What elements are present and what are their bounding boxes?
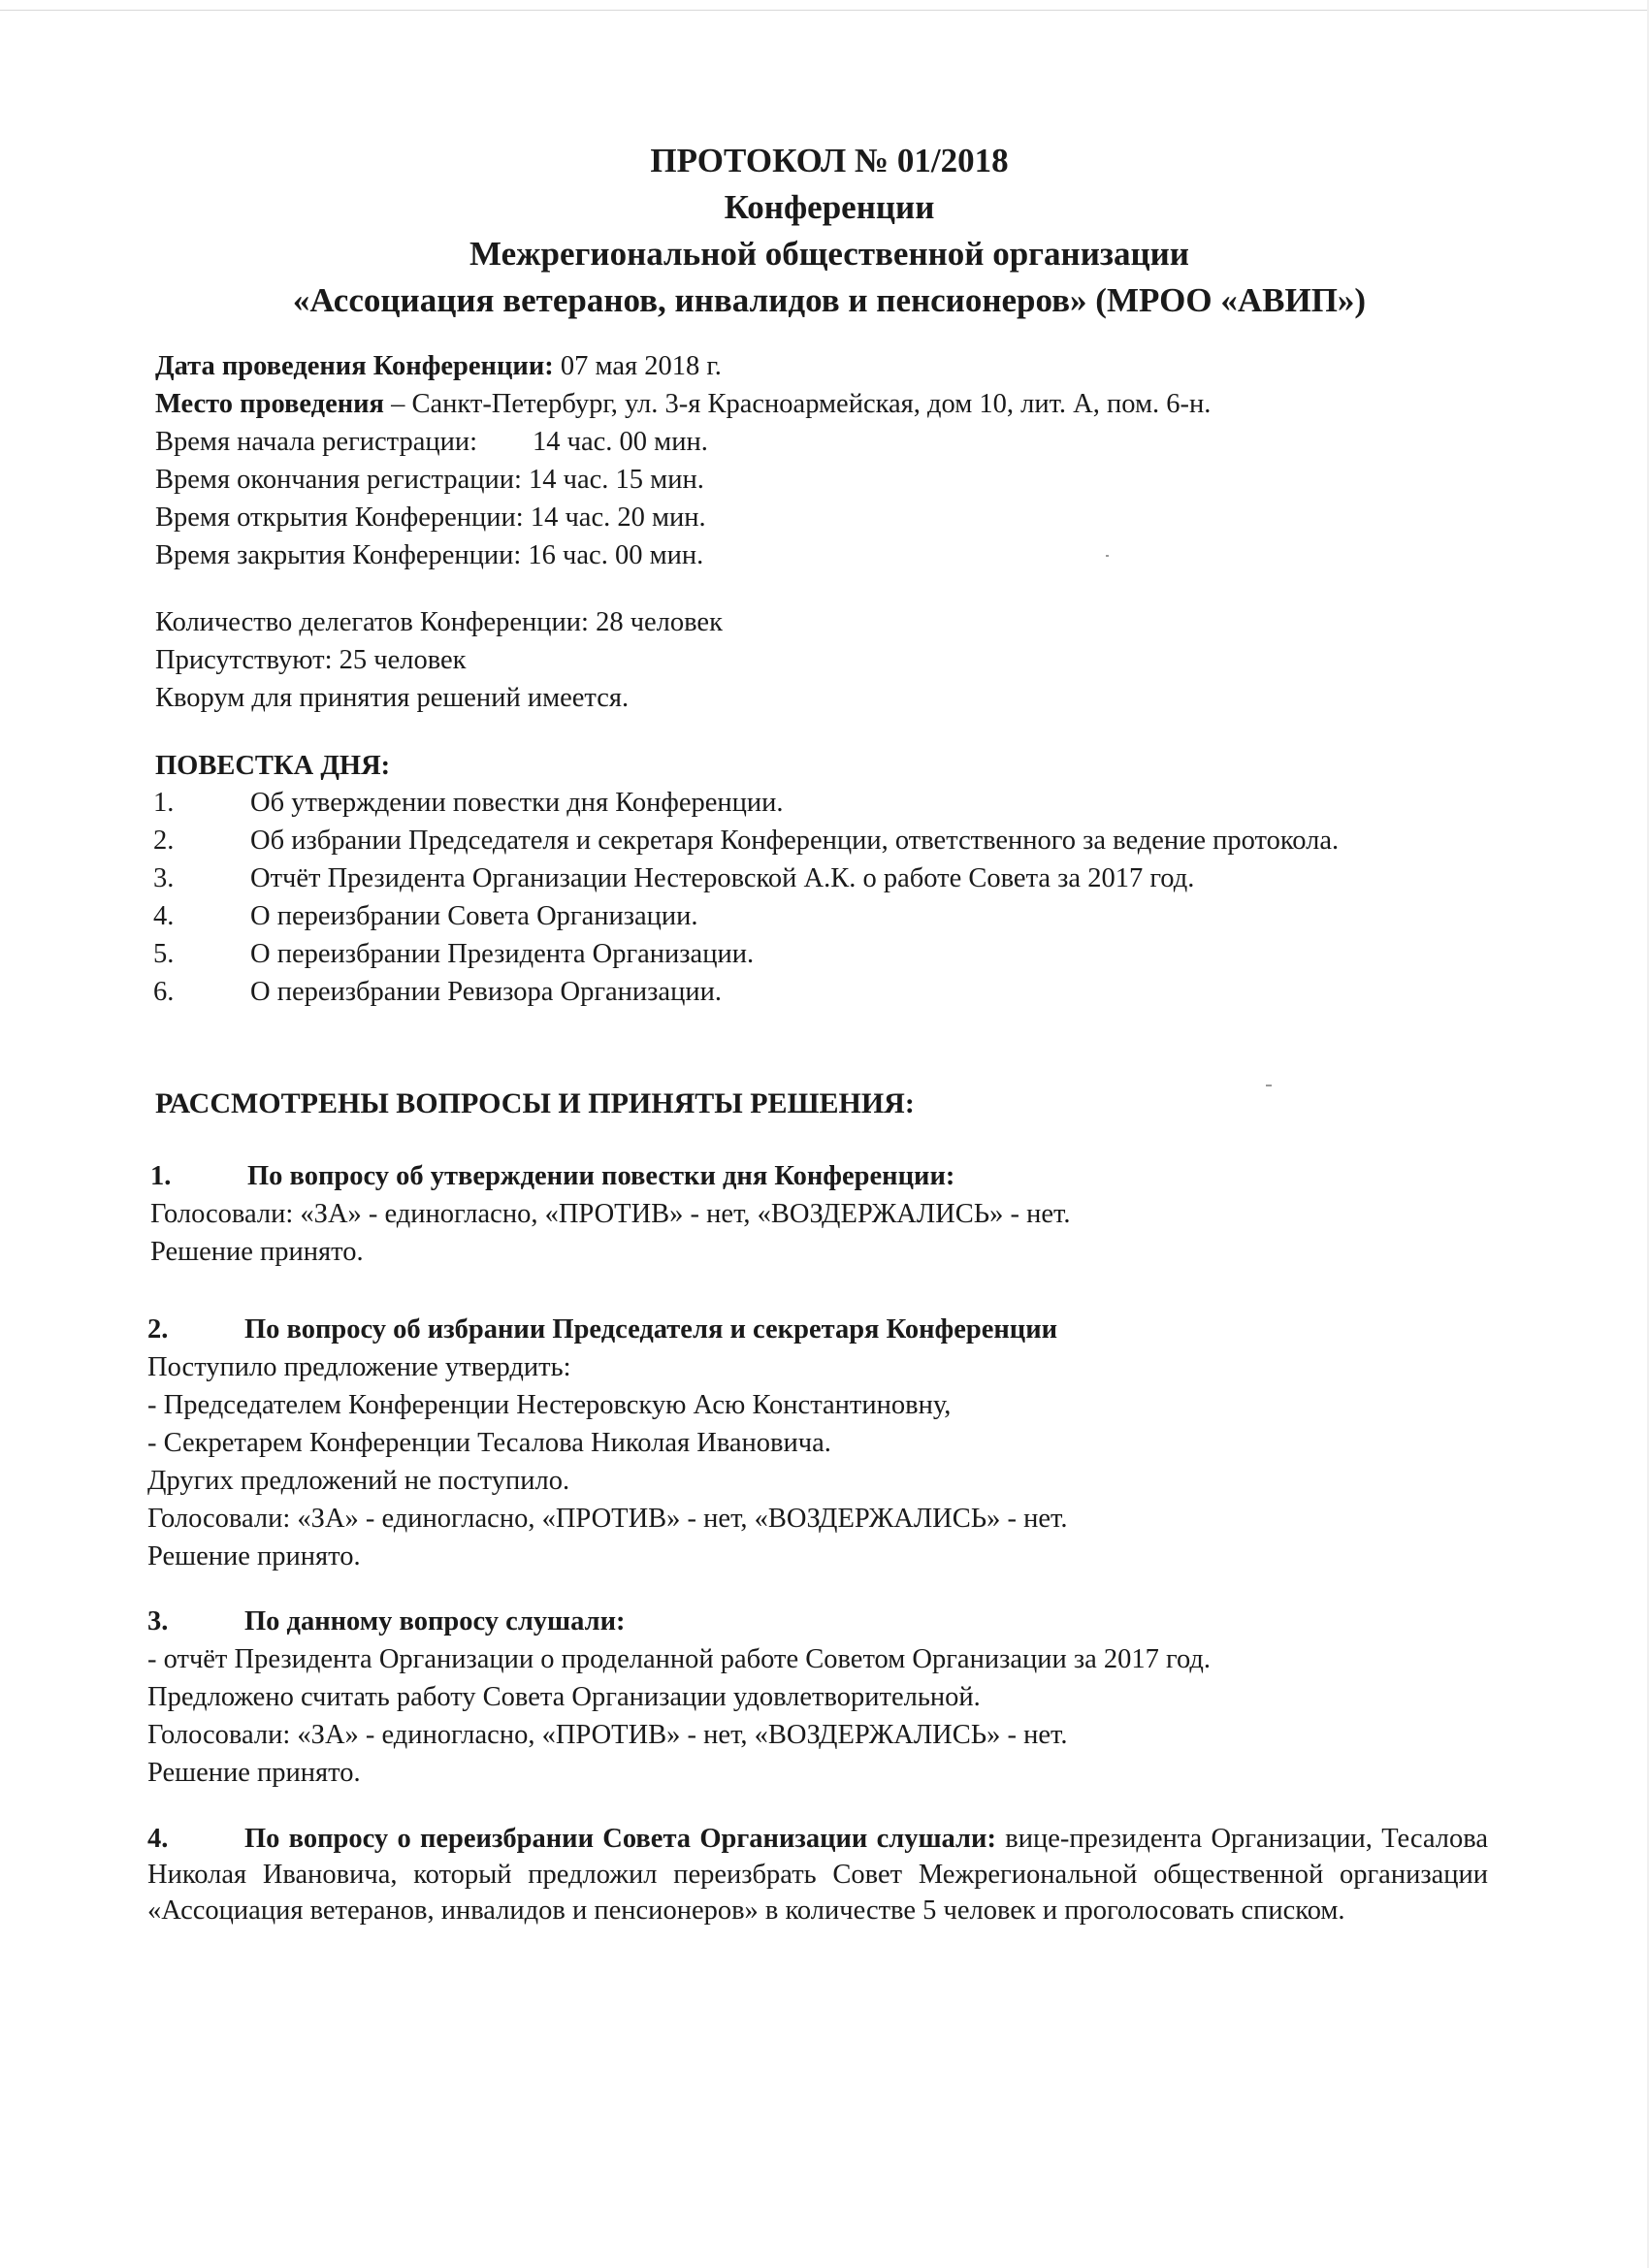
section-2-result: Решение принято. — [147, 1541, 361, 1571]
scan-speck — [1266, 1085, 1272, 1086]
section-3-heading: 3. По данному вопросу слушали: — [147, 1606, 626, 1636]
section-3 — [147, 1603, 1496, 1792]
document-title — [136, 138, 1523, 324]
agenda-item: 2. Об избрании Председателя и секретаря Конференции, ответственного за ведение протокола. — [153, 826, 1340, 856]
section-3-result: Решение принято. — [147, 1758, 361, 1788]
section-3-report: - отчёт Президента Организации о проделанной работе Советом Организации за 2017 год. — [147, 1644, 1212, 1674]
agenda-item: 6. О переизбрании Ревизора Организации. — [153, 977, 722, 1007]
place-line — [155, 385, 1504, 423]
section-2-no-other: Других предложений не поступило. — [147, 1466, 570, 1496]
title-organization-name: «Ассоциация ветеранов, инвалидов и пенсионеров» (МРОО «АВИП») — [292, 281, 1367, 319]
section-4-text: вице-президента Организации, Тесалова Николая Ивановича, который предложил переизбрать Совет Межрегиональной общественной организации «Ассоциация ветеранов, инвалидов и пенсионеров» в количестве 5 человек и проголосовать списком. — [147, 1824, 1488, 1926]
section-4 — [147, 1821, 1488, 1928]
section-1-result: Решение принято. — [150, 1237, 364, 1267]
agenda-item: 1. Об утверждении повестки дня Конференции. — [153, 788, 784, 818]
agenda-item: 5. О переизбрании Президента Организации. — [153, 939, 755, 969]
registration-end: Время окончания регистрации: 14 час. 15 мин. — [155, 465, 704, 495]
quorum-statement: Кворум для принятия решений имеется. — [155, 683, 630, 713]
title-conference: Конференции — [724, 188, 935, 226]
section-2-heading: 2. По вопросу об избрании Председателя и секретаря Конференции — [147, 1314, 1058, 1345]
agenda-title: ПОВЕСТКА ДНЯ: — [155, 751, 391, 781]
scan-edge-line — [0, 10, 1649, 11]
section-1-heading: 1. По вопросу об утверждении повестки дня Конференции: — [150, 1161, 955, 1191]
opening-time: Время открытия Конференции: 14 час. 20 мин. — [155, 502, 706, 533]
date-label: Дата проведения Конференции: — [155, 351, 554, 381]
scan-speck — [1106, 555, 1109, 557]
registration-start: Время начала регистрации: 14 час. 00 мин. — [155, 427, 708, 457]
quorum-info — [155, 603, 1504, 717]
section-3-vote: Голосовали: «ЗА» - единогласно, «ПРОТИВ» - нет, «ВОЗДЕРЖАЛИСЬ» - нет. — [147, 1720, 1068, 1750]
agenda-item: 4. О переизбрании Совета Организации. — [153, 901, 698, 931]
date-value: 07 мая 2018 г. — [553, 351, 722, 381]
decisions-title: РАССМОТРЕНЫ ВОПРОСЫ И ПРИНЯТЫ РЕШЕНИЯ: — [155, 1087, 915, 1119]
closing-time: Время закрытия Конференции: 16 час. 00 мин. — [155, 540, 704, 570]
agenda-item: 3. Отчёт Президента Организации Нестеровской А.К. о работе Совета за 2017 год. — [153, 863, 1195, 893]
section-2-proposal: Поступило предложение утвердить: — [147, 1352, 571, 1382]
title-organization-type: Межрегиональной общественной организации — [469, 235, 1189, 273]
section-2 — [147, 1311, 1496, 1575]
section-2-vote: Голосовали: «ЗА» - единогласно, «ПРОТИВ» - нет, «ВОЗДЕРЖАЛИСЬ» - нет. — [147, 1504, 1068, 1534]
section-2-secretary: - Секретарем Конференции Тесалова Николая Ивановича. — [147, 1428, 831, 1458]
place-label: Место проведения — [155, 389, 384, 419]
section-2-chairman: - Председателем Конференции Нестеровскую Асю Константиновну, — [147, 1390, 952, 1420]
title-protocol-number: ПРОТОКОЛ № 01/2018 — [650, 142, 1009, 179]
section-1-vote: Голосовали: «ЗА» - единогласно, «ПРОТИВ» - нет, «ВОЗДЕРЖАЛИСЬ» - нет. — [150, 1199, 1071, 1229]
present-count: Присутствуют: 25 человек — [155, 645, 467, 675]
meeting-info — [155, 347, 1504, 574]
section-3-assessment: Предложено считать работу Совета Организации удовлетворительной. — [147, 1682, 981, 1712]
agenda-list — [153, 786, 1504, 1013]
place-value: – Санкт-Петербург, ул. 3-я Красноармейская, дом 10, лит. А, пом. 6-н. — [383, 389, 1212, 419]
decisions-title-wrap — [155, 1085, 1504, 1122]
section-4-heading: По вопросу о переизбрании Совета Организации слушали: — [244, 1824, 996, 1854]
agenda-title-wrap — [155, 747, 1504, 785]
section-4-paragraph: 4. По вопросу о переизбрании Совета Организации слушали: вице-президента Организации, Тесалова Николая Ивановича, который предложил переизбрать Совет Межрегиональной общественной организации «Ассоциация ветеранов, инвалидов и пенсионеров» в количестве 5 человек и проголосовать списком. — [147, 1824, 1488, 1926]
delegates-count: Количество делегатов Конференции: 28 человек — [155, 607, 723, 637]
section-1 — [150, 1157, 1499, 1271]
date-line — [155, 347, 1504, 385]
